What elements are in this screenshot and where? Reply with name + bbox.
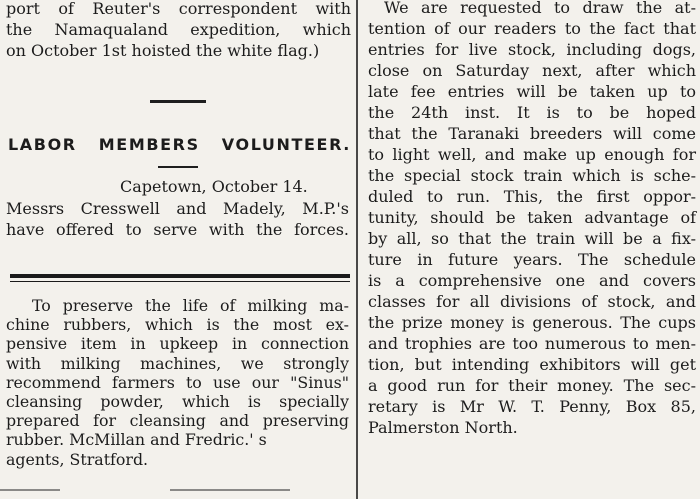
text-line: close on Saturday next, after which bbox=[368, 61, 696, 80]
text-line: port of Reuter's correspondent with bbox=[6, 0, 351, 18]
text-line: pensive item in upkeep in connection bbox=[6, 334, 349, 354]
advertisement-paragraph bbox=[6, 296, 349, 469]
text-line: duled to run. This, the first oppor- bbox=[368, 187, 696, 206]
text-line: agents, Stratford. bbox=[6, 449, 149, 469]
dateline: Capetown, October 14. bbox=[120, 177, 308, 196]
text-line: on October 1st hoisted the white flag.) bbox=[6, 41, 320, 60]
heading-divider bbox=[158, 166, 198, 168]
text-line: a good run for their money. The sec- bbox=[368, 376, 696, 395]
text-line: tention of our readers to the fact that bbox=[368, 19, 696, 38]
article-heading: LABOR MEMBERS VOLUNTEER. bbox=[8, 135, 351, 154]
text-line: and trophies are too numerous to men- bbox=[368, 334, 696, 353]
text-line: is a comprehensive one and covers bbox=[368, 271, 696, 290]
text-line: with milking machines, we strongly bbox=[6, 353, 349, 373]
text-line: classes for all divisions of stock, and bbox=[368, 292, 696, 311]
bottom-edge-mark bbox=[0, 489, 60, 491]
text-line: late fee entries will be taken up to bbox=[368, 82, 696, 101]
text-line: the special stock train which is sche- bbox=[368, 166, 696, 185]
double-rule-divider bbox=[10, 274, 350, 282]
livestock-notice-paragraph bbox=[368, 0, 696, 438]
text-line: retary is Mr W. T. Penny, Box 85, bbox=[368, 397, 696, 416]
text-line: Palmerston North. bbox=[368, 418, 518, 437]
text-line: the 24th inst. It is to be hoped bbox=[368, 103, 696, 122]
text-line: chine rubbers, which is the most ex- bbox=[6, 315, 349, 335]
text-line: rubber. McMillan and Fredric.' s bbox=[6, 430, 267, 450]
text-line: To preserve the life of milking ma- bbox=[32, 296, 349, 315]
text-line: entries for live stock, including dogs, bbox=[368, 40, 696, 59]
text-line: that the Taranaki breeders will come bbox=[368, 124, 696, 143]
column-rule bbox=[356, 0, 358, 499]
bottom-edge-mark bbox=[170, 489, 290, 491]
intro-paragraph bbox=[6, 0, 351, 61]
section-divider bbox=[150, 100, 206, 103]
text-line: recommend farmers to use our "Sinus" bbox=[6, 372, 349, 392]
text-line: ture in future years. The schedule bbox=[368, 250, 696, 269]
article-body bbox=[6, 198, 349, 240]
text-line: the Namaqualand expedition, which bbox=[6, 20, 351, 39]
text-line: prepared for cleansing and preserving bbox=[6, 411, 349, 431]
text-line: have offered to serve with the forces. bbox=[6, 220, 349, 239]
text-line: tion, but intending exhibitors will get bbox=[368, 355, 696, 374]
text-line: cleansing powder, which is specially bbox=[6, 392, 349, 412]
text-line: We are requested to draw the at- bbox=[384, 0, 696, 17]
text-line: the prize money is generous. The cups bbox=[368, 313, 696, 332]
text-line: to light well, and make up enough for bbox=[368, 145, 696, 164]
text-line: tunity, should be taken advantage of bbox=[368, 208, 696, 227]
text-line: by all, so that the train will be a fix- bbox=[368, 229, 696, 248]
text-line: Messrs Cresswell and Madely, M.P.'s bbox=[6, 199, 349, 218]
